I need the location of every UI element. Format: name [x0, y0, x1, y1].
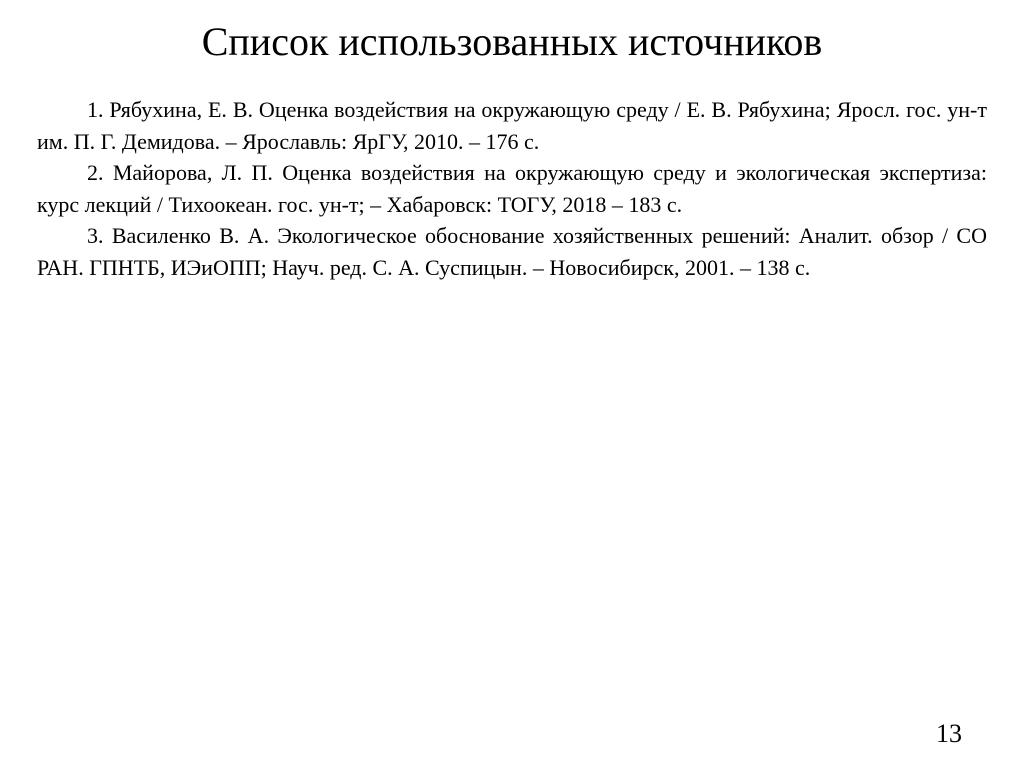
slide-title: Список использованных источников	[201, 19, 823, 64]
reference-list	[37, 94, 987, 283]
reference-item-1: 1. Рябухина, Е. В. Оценка воздействия на окружающую среду / Е. В. Рябухина; Яросл. гос. ун-т им. П. Г. Демидова. – Ярославль: ЯрГУ, 2010. – 176 с.	[37, 97, 987, 154]
page-number: 13	[936, 719, 962, 748]
reference-item-2: 2. Майорова, Л. П. Оценка воздействия на окружающую среду и экологическая экспертиза: курс лекций / Тихоокеан. гос. ун-т; – Хабаровск: ТОГУ, 2018 – 183 с.	[37, 160, 987, 217]
reference-item-3: 3. Василенко В. А. Экологическое обоснование хозяйственных решений: Аналит. обзор / СО РАН. ГПНТБ, ИЭиОПП; Науч. ред. С. А. Суспицын. – Новосибирск, 2001. – 138 с.	[37, 223, 987, 280]
